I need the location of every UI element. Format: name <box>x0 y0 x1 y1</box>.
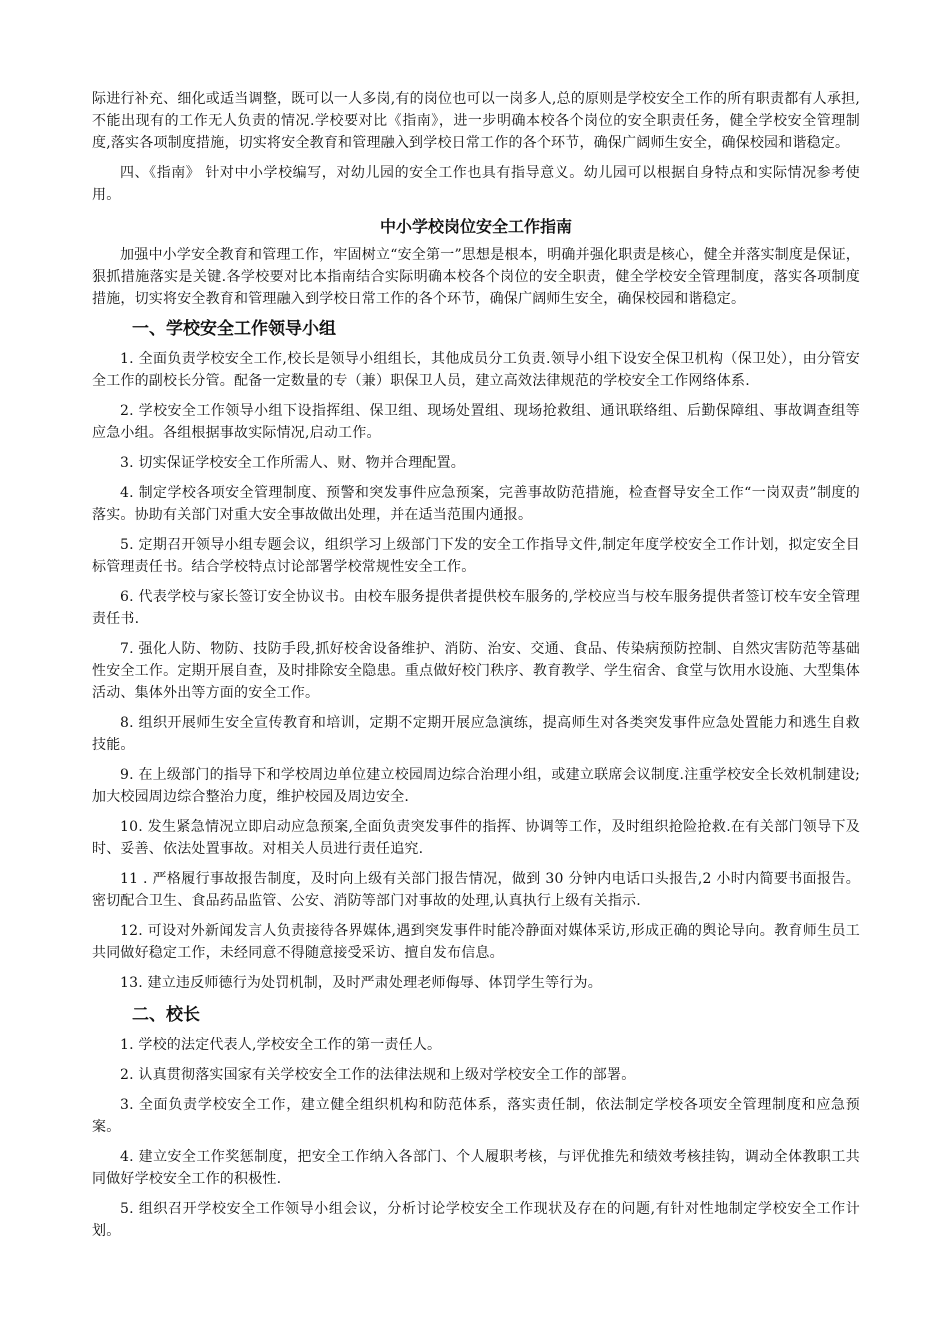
list-item: 4. 建立安全工作奖惩制度，把安全工作纳入各部门、个人履职考核，与评优推先和绩效考核挂钩，调动全体教职工共同做好学校安全工作的积极性. <box>92 1149 860 1187</box>
list-item: 3. 全面负责学校安全工作，建立健全组织机构和防范体系，落实责任制，依法制定学校各项安全管理制度和应急预案。 <box>92 1097 860 1135</box>
list-item: 11 . 严格履行事故报告制度，及时向上级有关部门报告情况，做到 30 分钟内电话口头报告,2 小时内简要书面报告。密切配合卫生、食品药品监管、公安、消防等部门对事故的处理,认真执行上级有关指示. <box>92 871 860 909</box>
list-item: 9. 在上级部门的指导下和学校周边单位建立校园周边综合治理小组，或建立联席会议制度.注重学校安全长效机制建设;加大校园周边综合整治力度，维护校园及周边安全. <box>92 767 860 805</box>
list-item: 10. 发生紧急情况立即启动应急预案,全面负责突发事件的指挥、协调等工作，及时组织抢险抢救.在有关部门领导下及时、妥善、依法处置事故。对相关人员进行责任追究. <box>92 819 860 857</box>
list-item: 7. 强化人防、物防、技防手段,抓好校舍设备维护、消防、治安、交通、食品、传染病预防控制、自然灾害防范等基础性安全工作。定期开展自查，及时排除安全隐患。重点做好校门秩序、教育教学、学生宿舍、食堂与饮用水设施、大型集体活动、集体外出等方面的安全工作。 <box>92 641 860 701</box>
section-heading: 一、学校安全工作领导小组 <box>132 319 336 339</box>
list-item: 4. 制定学校各项安全管理制度、预警和突发事件应急预案，完善事故防范措施，检查督导安全工作“一岗双责”制度的落实。协助有关部门对重大安全事故做出处理，并在适当范围内通报。 <box>92 485 860 523</box>
list-item: 1. 全面负责学校安全工作,校长是领导小组组长，其他成员分工负责.领导小组下设安全保卫机构（保卫处），由分管安全工作的副校长分管。配备一定数量的专（兼）职保卫人员，建立高效法律规范的学校安全工作网络体系. <box>92 351 860 389</box>
list-item: 12. 可设对外新闻发言人负责接待各界媒体,遇到突发事件时能冷静面对媒体采访,形成正确的舆论导向。教育师生员工共同做好稳定工作，未经同意不得随意接受采访、擅自发布信息。 <box>92 923 860 961</box>
document-title: 中小学校岗位安全工作指南 <box>379 217 572 236</box>
list-item: 1. 学校的法定代表人,学校安全工作的第一责任人。 <box>120 1037 442 1053</box>
list-item: 5. 组织召开学校安全工作领导小组会议，分析讨论学校安全工作现状及存在的问题,有针对性地制定学校安全工作计划。 <box>92 1201 860 1239</box>
list-item: 3. 切实保证学校安全工作所需人、财、物并合理配置。 <box>120 455 466 471</box>
list-item: 5. 定期召开领导小组专题会议，组织学习上级部门下发的安全工作指导文件,制定年度学校安全工作计划，拟定安全目标管理责任书。结合学校特点讨论部署学校常规性安全工作。 <box>92 537 860 575</box>
list-item: 8. 组织开展师生安全宣传教育和培训，定期不定期开展应急演练，提高师生对各类突发事件应急处置能力和逃生自救技能。 <box>92 715 860 753</box>
intro-paragraph: 四、《指南》 针对中小学校编写，对幼儿园的安全工作也具有指导意义。幼儿园可以根据自身特点和实际情况参考使用。 <box>92 165 860 203</box>
list-item: 2. 认真贯彻落实国家有关学校安全工作的法律法规和上级对学校安全工作的部署。 <box>120 1067 636 1083</box>
intro-paragraph: 际进行补充、细化或适当调整，既可以一人多岗,有的岗位也可以一岗多人,总的原则是学校安全工作的所有职责都有人承担,不能出现有的工作无人负责的情况.学校要对比《指南》，进一步明确本校各个岗位的安全职责任务，健全学校安全管理制度,落实各项制度措施，切实将安全教育和管理融入到学校日常工作的各个环节，确保广阔师生安全，确保校园和谐稳定。 <box>92 91 860 151</box>
list-item: 2. 学校安全工作领导小组下设指挥组、保卫组、现场处置组、现场抢救组、通讯联络组、后勤保障组、事故调查组等应急小组。各组根据事故实际情况,启动工作。 <box>92 403 860 441</box>
section-heading: 二、校长 <box>132 1005 200 1025</box>
document-body <box>92 88 860 1250</box>
list-item: 6. 代表学校与家长签订安全协议书。由校车服务提供者提供校车服务的,学校应当与校车服务提供者签订校车安全管理责任书. <box>92 589 860 627</box>
list-item: 13. 建立违反师德行为处罚机制，及时严肃处理老师侮辱、体罚学生等行为。 <box>120 975 602 991</box>
preface-paragraph: 加强中小学安全教育和管理工作，牢固树立“安全第一”思想是根本，明确并强化职责是核心，健全并落实制度是保证，狠抓措施落实是关键.各学校要对比本指南结合实际明确本校各个岗位的安全职责，健全学校安全管理制度，落实各项制度措施，切实将安全教育和管理融入到学校日常工作的各个环节，确保广阔师生安全，确保校园和谐稳定。 <box>92 247 860 307</box>
